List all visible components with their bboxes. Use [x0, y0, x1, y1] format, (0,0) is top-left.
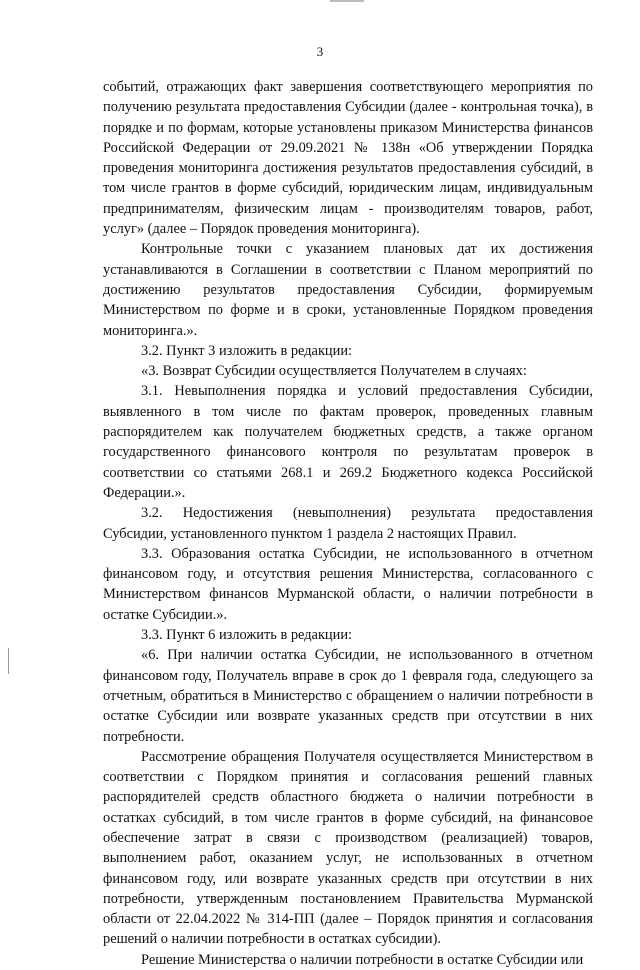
paragraph-10: Рассмотрение обращения Получателя осуществляется Министерством в соответствии с Порядком принятия и согласования решений главных распорядителей средств областного бюджета о наличии потребности в остатках субсидий, в том числе грантов в форме субсидий, на финансовое обеспечение затрат в связи с производством (реализацией) товаров, выполнением работ, оказанием услуг, не использованных в отчетном финансовом году, или возврате указанных средств при отсутствии в них потребности, утвержденным постановлением Правительства Мурманской области от 22.04.2022 № 314-ПП (далее – Порядок принятия и согласования решений о наличии потребности в остатках субсидии).	[103, 748, 593, 948]
top-edge-mark	[330, 0, 364, 2]
paragraph-2: Контрольные точки с указанием плановых дат их достижения устанавливаются в Соглашении в соответствии с Планом мероприятий по достижению результатов предоставления Субсидии, формируемым Министерством по форме и в сроки, установленные Порядком проведения мониторинга.».	[103, 241, 593, 339]
paragraph-3: 3.2. Пункт 3 изложить в редакции:	[141, 342, 353, 359]
margin-mark	[8, 648, 9, 674]
paragraph-7: 3.3. Образования остатка Субсидии, не использованного в отчетном финансовом году, и отсутствия решения Министерства, согласованного с Министерством финансов Мурманской области, о наличии потребности в остатке Субсидии.».	[103, 545, 593, 623]
document-body	[103, 77, 593, 970]
paragraph-8: 3.3. Пункт 6 изложить в редакции:	[141, 627, 353, 644]
paragraph-4: «3. Возврат Субсидии осуществляется Получателем в случаях:	[141, 363, 527, 380]
paragraph-11: Решение Министерства о наличии потребности в остатке Субсидии или	[141, 951, 584, 968]
paragraph-1: событий, отражающих факт завершения соответствующего мероприятия по получению результата предоставления Субсидии (далее - контрольная точка), в порядке и по формам, которые установлены приказом Министерства финансов Российской Федерации от 29.09.2021 № 138н «Об утверждении Порядка проведения мониторинга достижения результатов предоставления субсидий, в том числе грантов в форме субсидий, юридическим лицам, индивидуальным предпринимателям, физическим лицам - производителям товаров, работ, услуг» (далее – Порядок проведения мониторинга).	[103, 79, 593, 238]
page-number: 3	[316, 44, 324, 59]
paragraph-6: 3.2. Недостижения (невыполнения) результата предоставления Субсидии, установленного пунктом 1 раздела 2 настоящих Правил.	[103, 505, 593, 542]
paragraph-5: 3.1. Невыполнения порядка и условий предоставления Субсидии, выявленного в том числе по фактам проверок, проведенных главным распорядителем как получателем бюджетных средств, а также органом государственного финансового контроля по результатам проверок в соответствии со статьями 268.1 и 269.2 Бюджетного кодекса Российской Федерации.».	[103, 383, 593, 501]
paragraph-9: «6. При наличии остатка Субсидии, не использованного в отчетном финансовом году, Получатель вправе в срок до 1 февраля года, следующего за отчетным, обратиться в Министерство с обращением о наличии потребности в остатке Субсидии или возврате указанных средств при отсутствии в них потребности.	[103, 647, 593, 745]
